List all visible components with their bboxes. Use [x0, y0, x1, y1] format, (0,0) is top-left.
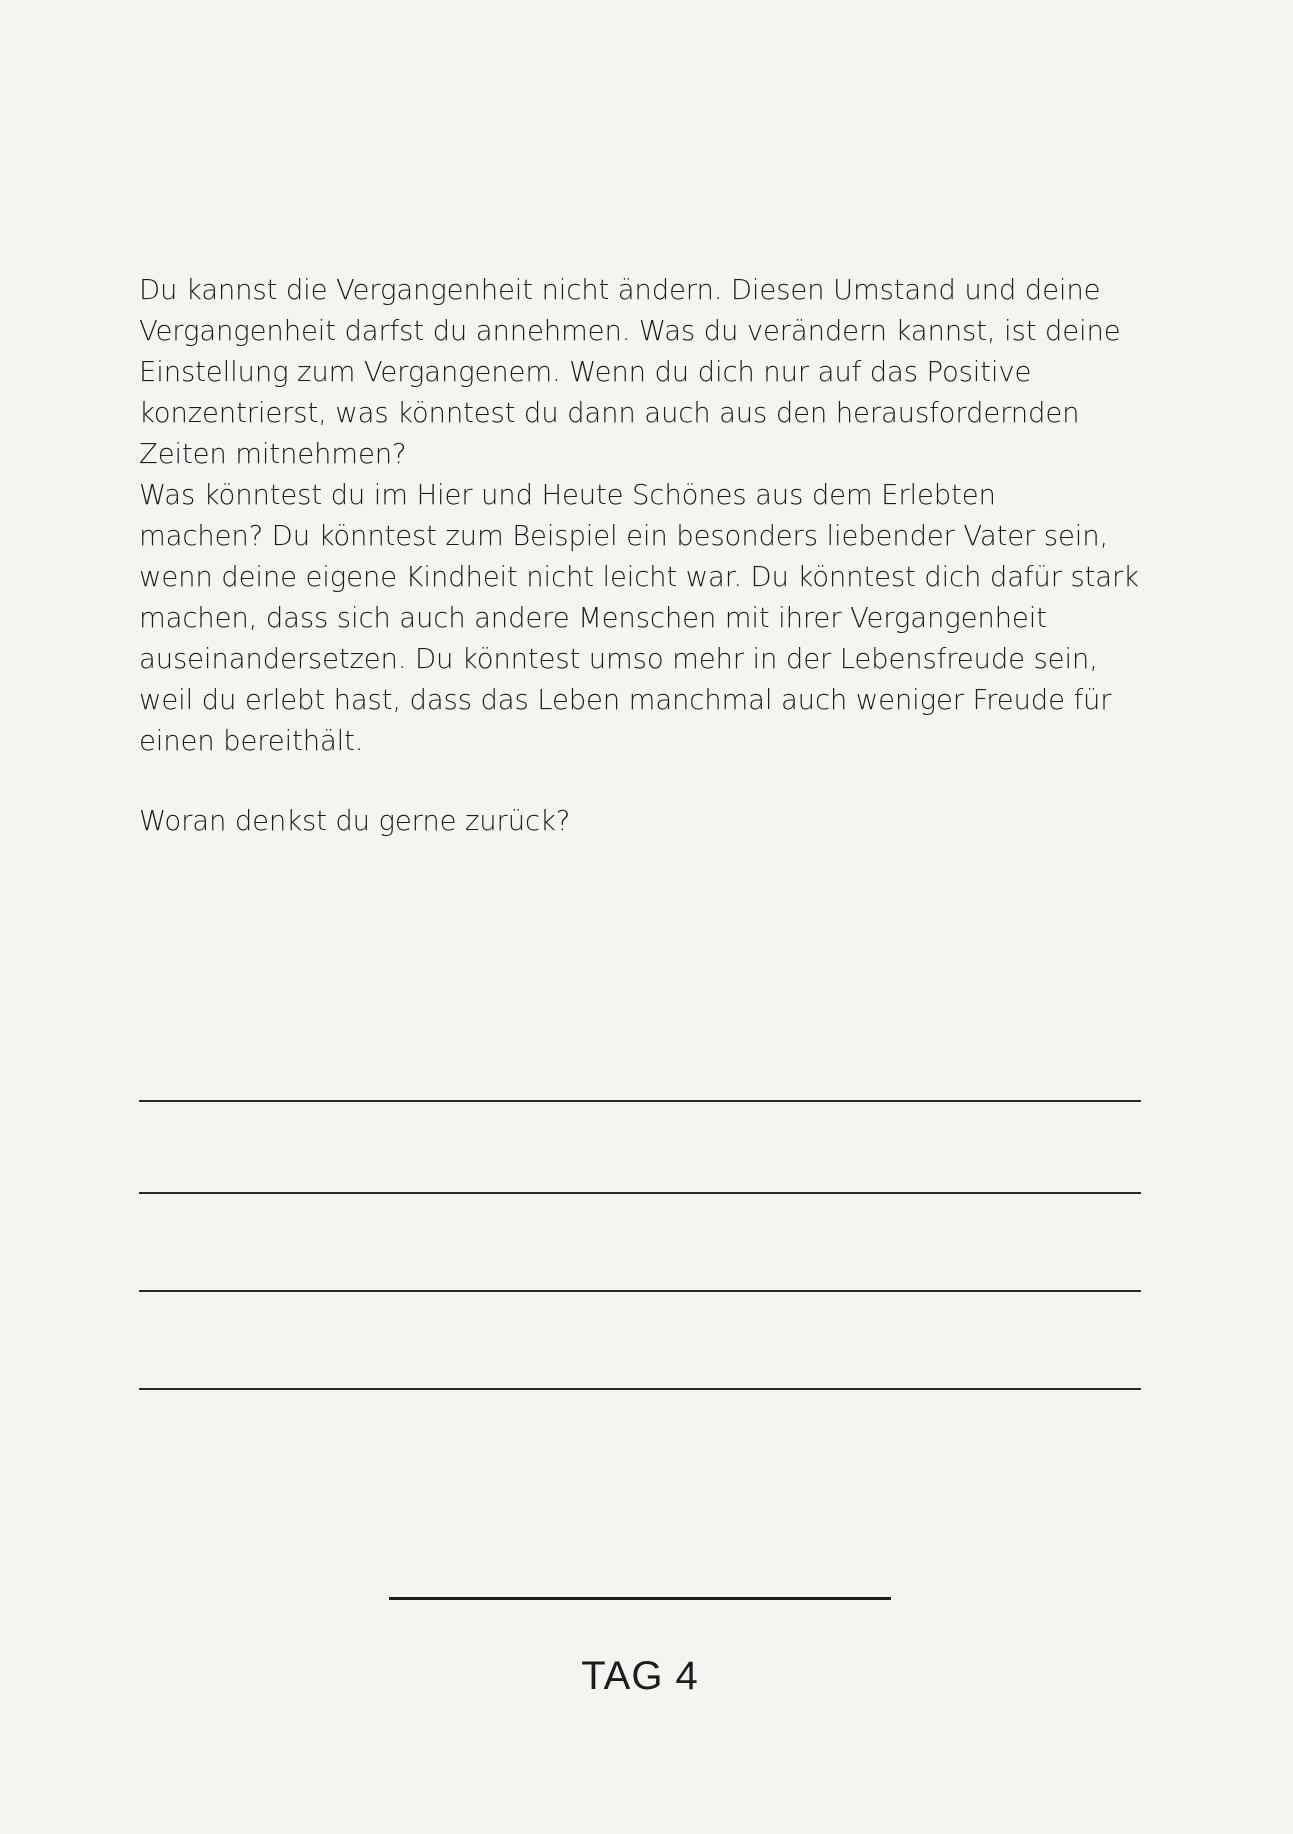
text-line: Zeiten mitnehmen?: [139, 438, 407, 470]
text-line: Vergangenheit darfst du annehmen. Was du verändern kannst, ist deine: [139, 315, 1121, 347]
body-text: [139, 270, 1159, 762]
paragraph-past: [139, 270, 1159, 475]
text-line: machen, dass sich auch andere Menschen mit ihrer Vergangenheit: [139, 602, 1047, 634]
text-line: Du kannst die Vergangenheit nicht ändern. Diesen Umstand und deine: [139, 274, 1101, 306]
paragraph-present: [139, 475, 1159, 762]
writing-line[interactable]: [139, 1192, 1141, 1194]
footer-divider: [389, 1597, 891, 1600]
writing-line[interactable]: [139, 1388, 1141, 1390]
writing-line[interactable]: [139, 1290, 1141, 1292]
writing-line[interactable]: [139, 1100, 1141, 1102]
text-line: Was könntest du im Hier und Heute Schönes aus dem Erlebten: [139, 479, 996, 511]
journal-question: Woran denkst du gerne zurück?: [139, 805, 571, 837]
text-line: konzentrierst, was könntest du dann auch aus den herausfordernden: [139, 397, 1080, 429]
text-line: weil du erlebt hast, dass das Leben manchmal auch weniger Freude für: [139, 684, 1112, 716]
text-line: machen? Du könntest zum Beispiel ein besonders liebender Vater sein,: [139, 520, 1109, 552]
text-line: auseinandersetzen. Du könntest umso mehr in der Lebensfreude sein,: [139, 643, 1098, 675]
day-label: TAG 4: [581, 1654, 699, 1698]
text-line: Einstellung zum Vergangenem. Wenn du dich nur auf das Positive: [139, 356, 1032, 388]
text-line: einen bereithält.: [139, 725, 364, 757]
text-line: wenn deine eigene Kindheit nicht leicht war. Du könntest dich dafür stark: [139, 561, 1139, 593]
